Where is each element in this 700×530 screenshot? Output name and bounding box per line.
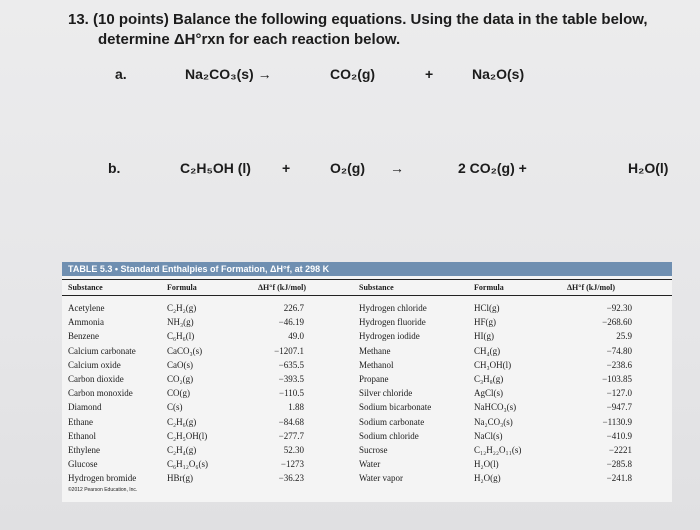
enthalpy-value-cell: −2221 [608,445,632,455]
substance-cell: Propane [359,374,389,384]
substance-cell: Calcium oxide [68,359,121,370]
reaction-b-label: b. [108,160,121,176]
formula-cell: HCl(g) [474,303,500,313]
enthalpy-value-cell: −1273 [280,459,304,470]
substance-cell: Hydrogen chloride [359,303,427,313]
substance-cell: Sodium bicarbonate [359,402,432,413]
header-dh-right: ΔH°f (kJ/mol) [567,283,615,292]
header-rule-bottom [62,295,672,296]
formula-cell: NH₃(g) [167,317,194,328]
enthalpy-value-cell: −103.85 [602,374,632,384]
reaction-b-plus: + [282,160,291,176]
enthalpy-value-cell: −1207.1 [274,345,304,356]
reaction-a-product-2: Na₂O(s) [472,66,525,82]
substance-cell: Hydrogen fluoride [359,317,426,328]
enthalpy-value-cell: −238.6 [606,359,632,370]
formula-cell: NaCl(s) [474,430,503,441]
reaction-b [0,160,700,180]
substance-cell: Carbon dioxide [68,374,124,384]
enthalpy-value-cell: −947.7 [606,402,632,413]
copyright-note: ©2012 Pearson Education, Inc. [68,487,138,493]
enthalpy-value-cell: −635.5 [278,359,304,370]
formula-cell: C(s) [167,402,183,413]
formula-cell: C₂H₂(g) [167,303,197,313]
formula-cell: HBr(g) [167,473,193,484]
reaction-b-product-2: H₂O(l) [628,160,669,176]
enthalpy-value-cell: −84.68 [278,416,304,427]
header-substance-left: Substance [68,283,103,292]
formula-cell: AgCl(s) [474,388,503,399]
header-dh-left: ΔH°f (kJ/mol) [258,283,306,292]
substance-cell: Sucrose [359,445,388,455]
enthalpy-value-cell: 226.7 [283,303,304,313]
enthalpy-value-cell: −36.23 [278,473,304,484]
bleed-through-writing [280,95,286,116]
formula-cell: C₂H₄(g) [167,445,197,455]
reaction-a-label: a. [115,66,127,82]
formula-cell: C₃H₈(g) [474,374,504,384]
substance-cell: Methane [359,345,391,356]
formula-cell: NaHCO₃(s) [474,402,517,413]
substance-cell: Benzene [68,331,99,342]
reaction-b-reactant-1: C₂H₅OH (l) [180,160,251,176]
substance-cell: Silver chloride [359,388,413,399]
reaction-b-reactant-2: O₂(g) [330,160,365,176]
enthalpy-value-cell: −241.8 [606,473,632,484]
substance-cell: Sodium carbonate [359,416,425,427]
formula-cell: CaCO₃(s) [167,345,203,356]
formula-cell: CO(g) [167,388,190,399]
substance-cell: Ethanol [68,430,96,441]
formula-cell: CH₃OH(l) [474,359,512,370]
enthalpy-value-cell: −74.80 [606,345,632,356]
formula-cell: C₁₂H₂₂O₁₁(s) [474,445,522,455]
formula-cell: C₂H₆(g) [167,416,197,427]
reaction-a-product-1: CO₂(g) [330,66,376,82]
enthalpy-value-cell: −127.0 [606,388,632,399]
enthalpy-value-cell: −410.9 [606,430,632,441]
substance-cell: Water [359,459,381,470]
enthalpy-value-cell: 25.9 [616,331,632,342]
formula-cell: Na₂CO₃(s) [474,416,513,427]
substance-cell: Calcium carbonate [68,345,136,356]
enthalpy-value-cell: −268.60 [602,317,632,328]
substance-cell: Diamond [68,402,102,413]
question-prompt [68,10,668,50]
header-formula-right: Formula [474,283,504,292]
enthalpy-value-cell: 52.30 [283,445,304,455]
substance-cell: Carbon monoxide [68,388,133,399]
formula-cell: C₆H₆(l) [167,331,195,342]
question-line-2: determine ΔH°rxn for each reaction below. [98,31,401,48]
enthalpy-value-cell: −1130.9 [602,416,632,427]
substance-cell: Hydrogen iodide [359,331,420,342]
substance-cell: Ethane [68,416,93,427]
enthalpy-value-cell: 49.0 [288,331,304,342]
enthalpy-value-cell: −393.5 [278,374,304,384]
formula-cell: CH₄(g) [474,345,501,356]
enthalpy-value-cell: 1.88 [288,402,304,413]
question-line-1: 13. (10 points) Balance the following equations. Using the data in the table below, [68,11,648,28]
formula-cell: C₆H₁₂O₆(s) [167,459,209,470]
header-formula-left: Formula [167,283,197,292]
enthalpy-value-cell: −110.5 [279,388,304,399]
enthalpy-table [62,262,672,502]
reaction-a [0,66,700,86]
table-caption: TABLE 5.3 • Standard Enthalpies of Formation, ΔH°f, at 298 K [62,262,672,276]
header-rule-top [62,279,672,280]
enthalpy-value-cell: −277.7 [278,430,304,441]
substance-cell: Water vapor [359,473,404,484]
reaction-b-product-1: 2 CO₂(g) + [458,160,527,176]
substance-cell: Glucose [68,459,98,470]
formula-cell: H₂O(g) [474,473,501,484]
substance-cell: Hydrogen bromide [68,473,137,484]
substance-cell: Methanol [359,359,394,370]
reaction-a-reactant: Na₂CO₃(s) → [185,66,272,82]
header-substance-right: Substance [359,283,394,292]
substance-cell: Ethylene [68,445,100,455]
substance-cell: Acetylene [68,303,105,313]
formula-cell: CaO(s) [167,359,193,370]
formula-cell: C₂H₅OH(l) [167,430,208,441]
formula-cell: HF(g) [474,317,496,328]
reaction-b-arrow: → [390,160,404,176]
formula-cell: HI(g) [474,331,494,342]
enthalpy-value-cell: −285.8 [606,459,632,470]
formula-cell: H₂O(l) [474,459,499,470]
enthalpy-value-cell: −46.19 [278,317,304,328]
enthalpy-value-cell: −92.30 [606,303,632,313]
substance-cell: Ammonia [68,317,104,328]
reaction-a-plus: + [425,66,434,82]
substance-cell: Sodium chloride [359,430,419,441]
formula-cell: CO₂(g) [167,374,194,384]
